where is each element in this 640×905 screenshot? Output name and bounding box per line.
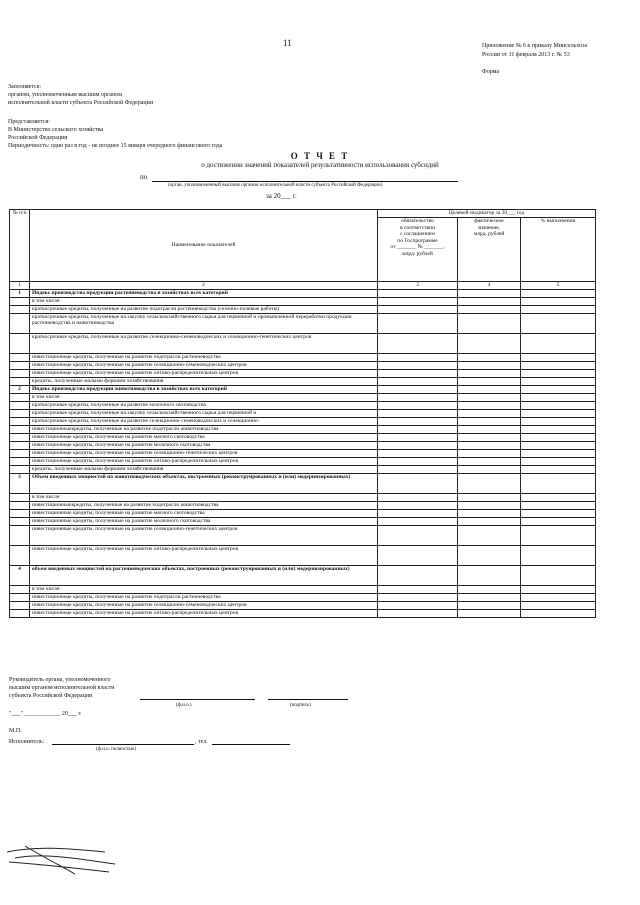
row-name: инвестиционные кредиты, полученные на развитие селекционно-генетических центров — [30, 525, 378, 545]
value-cell — [521, 501, 596, 509]
value-cell — [458, 441, 521, 449]
sign-line — [268, 699, 348, 700]
table-row — [10, 433, 596, 441]
table-row — [10, 449, 596, 457]
value-cell — [521, 509, 596, 517]
value-cell — [458, 333, 521, 353]
value-cell — [378, 377, 458, 385]
row-name: инвестиционныекредиты, полученные на развитие подотрасли животноводства — [30, 425, 378, 433]
value-cell — [378, 465, 458, 473]
report-subtitle: о достижении значений показателей результативности использования субсидий — [201, 161, 439, 169]
value-cell — [378, 393, 458, 401]
value-cell — [458, 313, 521, 333]
appendix-line: Приложение № 6 к приказу Минсельхоза — [482, 43, 588, 49]
value-cell — [521, 585, 596, 593]
col-number: 4 — [458, 282, 521, 290]
appendix-line: России от 11 февраля 2013 г. № 53 — [482, 52, 570, 58]
phone-label: , тел. — [195, 739, 208, 745]
row-name: краткосрочные кредиты, полученные на развитие селекционно-семеноводческих и селекционно-генетических центров — [30, 333, 378, 353]
row-name: инвестиционные кредиты, полученные на развитие подотрасли растениеводства — [30, 353, 378, 361]
row-name: инвестиционные кредиты, полученные на развитие оптово-распределительных центров — [30, 609, 378, 617]
row-number — [10, 433, 30, 441]
row-name: инвестиционные кредиты, полученные на развитие подотрасли растениеводства — [30, 593, 378, 601]
value-cell — [378, 361, 458, 369]
row-name: инвестиционные кредиты, полученные на развитие оптово-распределительных центров — [30, 457, 378, 465]
table-row — [10, 377, 596, 385]
row-number — [10, 361, 30, 369]
value-cell — [458, 297, 521, 305]
table-row — [10, 289, 596, 297]
table-row — [10, 565, 596, 585]
value-cell — [458, 501, 521, 509]
value-cell — [378, 369, 458, 377]
filled-by-line: исполнительной власти субъекта Российской Федерации — [8, 100, 154, 106]
value-cell — [378, 493, 458, 501]
header-target: Целевой индикатор за 20___ год — [378, 210, 596, 218]
fio-caption: (ф.и.о.) — [176, 703, 192, 708]
row-number — [10, 409, 30, 417]
date-line: "___" ____________ 20___ г. — [9, 711, 82, 717]
head-line: Руководитель органа, уполномоченного — [9, 677, 111, 683]
table-row — [10, 457, 596, 465]
row-number: 4 — [10, 565, 30, 585]
value-cell — [521, 377, 596, 385]
row-number — [10, 369, 30, 377]
po-label: по — [140, 173, 148, 181]
value-cell — [378, 401, 458, 409]
value-cell — [521, 305, 596, 313]
row-number — [10, 401, 30, 409]
submitted-line: Периодичность: один раз в год - не позднее 15 января очередного финансового года — [8, 143, 223, 149]
value-cell — [458, 401, 521, 409]
submitted-to-block — [8, 118, 222, 150]
stamp-label: М.П. — [9, 728, 22, 734]
header-obligatory-line: млрд. рублей — [402, 250, 433, 257]
value-cell — [521, 409, 596, 417]
row-name: краткосрочные кредиты, полученные на развитие селекционно-семеноводческих и селекционно- — [30, 417, 378, 425]
row-name: инвестиционные кредиты, полученные на развитие мясного скотоводства — [30, 433, 378, 441]
row-name: кредиты, полученные малыми формами хозяйствования — [30, 465, 378, 473]
value-cell — [521, 353, 596, 361]
form-label: Форма — [482, 69, 500, 75]
header-actual-line: млрд. рублей — [473, 231, 505, 237]
phone-line — [212, 744, 290, 745]
header-num: № п/п — [10, 210, 30, 282]
row-name: краткосрочные кредиты, полученные на закупку сельскохозяйственного сырья для первичной и промышленной переработки продукции растениеводства и животноводства — [30, 313, 378, 333]
table-row — [10, 333, 596, 353]
value-cell — [378, 385, 458, 393]
value-cell — [378, 333, 458, 353]
value-cell — [378, 593, 458, 601]
header-percent: % выполнения — [521, 218, 596, 282]
executor-line — [52, 744, 194, 745]
row-name: краткосрочные кредиты, полученные на развитие подотрасли растениеводства (сезонно-полевые работы) — [30, 305, 378, 313]
value-cell — [521, 361, 596, 369]
row-number — [10, 305, 30, 313]
head-line: субъекта Российской Федерации — [9, 693, 93, 699]
row-number — [10, 353, 30, 361]
header-actual-line: значение, — [477, 224, 501, 231]
table-row — [10, 609, 596, 617]
filled-by-line: органом, уполномоченным высшим органом — [8, 92, 122, 98]
table-row — [10, 353, 596, 361]
value-cell — [378, 313, 458, 333]
value-cell — [378, 297, 458, 305]
col-number: 2 — [30, 282, 378, 290]
table-row — [10, 297, 596, 305]
value-cell — [521, 433, 596, 441]
submitted-line: Представляется: — [8, 119, 50, 125]
filled-by-block — [8, 83, 153, 107]
row-name: в том числе: — [30, 585, 378, 593]
value-cell — [521, 441, 596, 449]
value-cell — [458, 565, 521, 585]
value-cell — [521, 333, 596, 353]
table-row — [10, 517, 596, 525]
header-obligatory-line: в соответствии — [399, 224, 436, 231]
value-cell — [458, 525, 521, 545]
row-number — [10, 601, 30, 609]
value-cell — [458, 289, 521, 297]
row-name: кредиты, полученные малыми формами хозяйствования — [30, 377, 378, 385]
submitted-line: Российской Федерации — [8, 135, 68, 141]
row-name: Индекс производства продукции растениеводства в хозяйствах всех категорий — [30, 289, 378, 297]
po-caption: (орган, уполномоченный высшим органом исполнительной власти субъекта Российской Федерации) — [168, 183, 383, 188]
row-number — [10, 393, 30, 401]
row-number — [10, 517, 30, 525]
value-cell — [521, 457, 596, 465]
value-cell — [521, 313, 596, 333]
row-name: инвестиционные кредиты, полученные на развитие селекционно-генетических центров — [30, 449, 378, 457]
value-cell — [458, 417, 521, 425]
value-cell — [458, 465, 521, 473]
period-label: за 20___ г. — [266, 192, 297, 200]
row-number — [10, 585, 30, 593]
value-cell — [378, 409, 458, 417]
row-name: инвестиционныекредиты, полученные на развитие подотрасли животноводства — [30, 501, 378, 509]
value-cell — [521, 401, 596, 409]
value-cell — [458, 369, 521, 377]
value-cell — [378, 289, 458, 297]
value-cell — [521, 593, 596, 601]
value-cell — [521, 565, 596, 585]
value-cell — [521, 545, 596, 565]
table-row — [10, 593, 596, 601]
value-cell — [458, 385, 521, 393]
value-cell — [378, 305, 458, 313]
row-number — [10, 493, 30, 501]
table-row — [10, 473, 596, 493]
value-cell — [458, 353, 521, 361]
header-obligatory-line: обязательство — [401, 218, 434, 224]
col-number: 1 — [10, 282, 30, 290]
po-fill-line — [152, 181, 458, 182]
sign-caption: (подпись) — [290, 703, 311, 708]
row-number — [10, 417, 30, 425]
value-cell — [378, 473, 458, 493]
executor-label: Исполнитель: — [9, 739, 45, 745]
value-cell — [521, 425, 596, 433]
row-name: инвестиционные кредиты, полученные на развитие оптово-распределительных центров — [30, 545, 378, 565]
value-cell — [378, 457, 458, 465]
table-row — [10, 417, 596, 425]
value-cell — [458, 585, 521, 593]
value-cell — [378, 517, 458, 525]
row-number — [10, 313, 30, 333]
value-cell — [458, 545, 521, 565]
table-row — [10, 441, 596, 449]
row-name: в том числе: — [30, 393, 378, 401]
row-name: в том числе: — [30, 493, 378, 501]
row-name: инвестиционные кредиты, полученные на развитие селекционно-семеноводческих центров — [30, 361, 378, 369]
value-cell — [521, 297, 596, 305]
header-actual-line: фактическое — [474, 218, 504, 224]
row-number — [10, 449, 30, 457]
row-number: 2 — [10, 385, 30, 393]
row-name: инвестиционные кредиты, полученные на развитие мясного скотоводства — [30, 509, 378, 517]
row-number — [10, 525, 30, 545]
table-row — [10, 313, 596, 333]
value-cell — [458, 377, 521, 385]
col-number: 5 — [521, 282, 596, 290]
col-number: 3 — [378, 282, 458, 290]
table-row — [10, 545, 596, 565]
table-row — [10, 369, 596, 377]
value-cell — [521, 525, 596, 545]
row-name: инвестиционные кредиты, полученные на развитие молочного скотоводства — [30, 441, 378, 449]
table-row — [10, 585, 596, 593]
row-number — [10, 457, 30, 465]
value-cell — [521, 517, 596, 525]
report-table — [9, 209, 596, 618]
value-cell — [521, 385, 596, 393]
row-name: краткосрочные кредиты, полученные на закупку сельскохозяйственного сырья для первичной и — [30, 409, 378, 417]
value-cell — [458, 305, 521, 313]
submitted-line: В Министерство сельского хозяйства — [8, 127, 104, 133]
value-cell — [378, 425, 458, 433]
header-obligatory — [378, 218, 458, 282]
value-cell — [458, 493, 521, 501]
value-cell — [378, 545, 458, 565]
value-cell — [458, 393, 521, 401]
header-obligatory-line: от _______ № _______, — [390, 244, 445, 250]
table-row — [10, 393, 596, 401]
table-row — [10, 401, 596, 409]
header-obligatory-line: с соглашением — [400, 231, 435, 237]
row-number — [10, 609, 30, 617]
row-name: Индекс производства продукции животноводства в хозяйствах всех категорий — [30, 385, 378, 393]
value-cell — [378, 565, 458, 585]
value-cell — [521, 369, 596, 377]
table-row — [10, 361, 596, 369]
table-row — [10, 509, 596, 517]
row-number — [10, 333, 30, 353]
row-number — [10, 545, 30, 565]
row-number: 3 — [10, 473, 30, 493]
row-number — [10, 593, 30, 601]
row-name: объем введенных мощностей на растениеводческих объектах, построенных (реконструированных и (или) модернизированных) — [30, 565, 378, 585]
value-cell — [458, 601, 521, 609]
row-number — [10, 509, 30, 517]
value-cell — [378, 609, 458, 617]
value-cell — [378, 509, 458, 517]
filled-by-line: Заполняется: — [8, 84, 42, 90]
table-row — [10, 409, 596, 417]
page-number: 11 — [283, 38, 292, 48]
row-number — [10, 377, 30, 385]
row-number — [10, 441, 30, 449]
row-number — [10, 465, 30, 473]
table-row — [10, 465, 596, 473]
value-cell — [521, 449, 596, 457]
fio-line — [140, 699, 255, 700]
row-name: инвестиционные кредиты, полученные на развитие молочного скотоводства — [30, 517, 378, 525]
value-cell — [458, 517, 521, 525]
row-name: инвестиционные кредиты, полученные на развитие селекционно-семеноводческих центров — [30, 601, 378, 609]
table-row — [10, 305, 596, 313]
value-cell — [458, 457, 521, 465]
row-number: 1 — [10, 289, 30, 297]
value-cell — [378, 353, 458, 361]
value-cell — [458, 473, 521, 493]
value-cell — [521, 609, 596, 617]
table-row — [10, 385, 596, 393]
value-cell — [378, 601, 458, 609]
table-row — [10, 525, 596, 545]
row-number — [10, 425, 30, 433]
appendix-note — [482, 42, 587, 60]
value-cell — [378, 501, 458, 509]
value-cell — [378, 449, 458, 457]
value-cell — [521, 473, 596, 493]
value-cell — [458, 609, 521, 617]
value-cell — [521, 393, 596, 401]
row-name: инвестиционные кредиты, полученные на развитие оптово-распределительных центров — [30, 369, 378, 377]
value-cell — [521, 417, 596, 425]
header-actual — [458, 218, 521, 282]
value-cell — [458, 433, 521, 441]
value-cell — [378, 441, 458, 449]
value-cell — [458, 409, 521, 417]
value-cell — [521, 289, 596, 297]
scribble-mark — [5, 838, 125, 878]
value-cell — [458, 593, 521, 601]
report-title: О Т Ч Е Т — [290, 151, 350, 161]
row-name: Объем введенных мощностей на животноводческих объектах, построенных (реконструированных и (или) модернизированных) — [30, 473, 378, 493]
value-cell — [521, 601, 596, 609]
value-cell — [458, 361, 521, 369]
value-cell — [378, 525, 458, 545]
row-number — [10, 501, 30, 509]
executor-caption: (ф.и.о. полностью) — [96, 747, 137, 752]
row-number — [10, 297, 30, 305]
table-row — [10, 493, 596, 501]
row-name: в том числе: — [30, 297, 378, 305]
table-row — [10, 601, 596, 609]
header-obligatory-line: по Госпрограмме — [397, 237, 438, 244]
value-cell — [458, 449, 521, 457]
value-cell — [378, 433, 458, 441]
head-line: высшим органом исполнительной власти — [9, 685, 115, 691]
row-name: краткосрочные кредиты, полученные на развитие молочного скотоводства — [30, 401, 378, 409]
value-cell — [521, 465, 596, 473]
value-cell — [458, 509, 521, 517]
value-cell — [521, 493, 596, 501]
table-row — [10, 501, 596, 509]
value-cell — [378, 417, 458, 425]
signature-block — [9, 676, 114, 700]
value-cell — [378, 585, 458, 593]
header-name: Наименование показателей — [30, 210, 378, 282]
value-cell — [458, 425, 521, 433]
table-row — [10, 425, 596, 433]
